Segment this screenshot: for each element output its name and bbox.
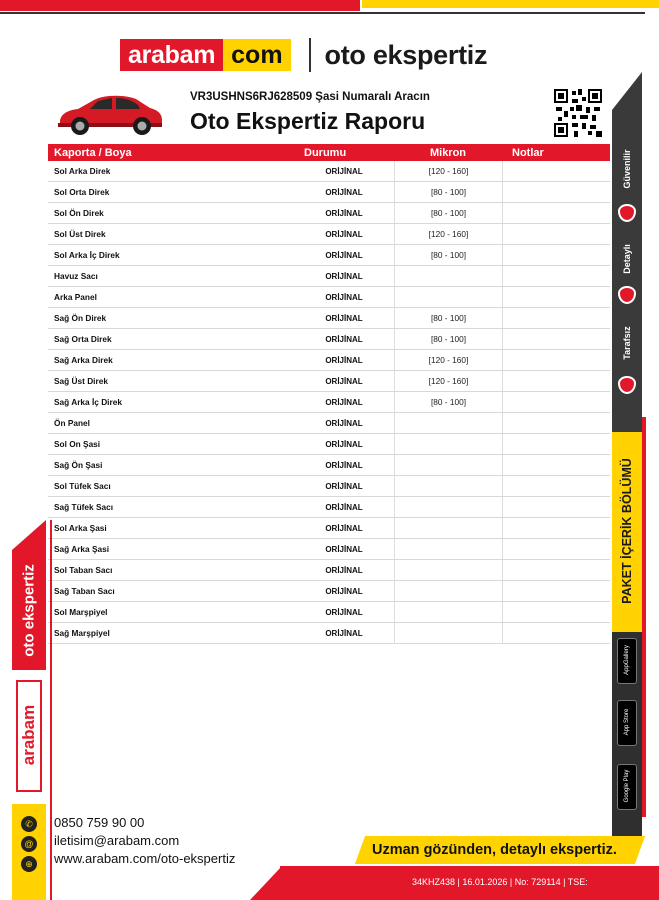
status-cell: ORİJİNAL	[325, 586, 363, 596]
appgallery-badge[interactable]	[617, 638, 637, 684]
left-sidebar-wedge	[12, 520, 46, 550]
right-sidebar	[612, 72, 659, 840]
micron-cell: [120 - 160]	[394, 161, 502, 181]
status-cell: ORİJİNAL	[325, 229, 363, 239]
contact-web[interactable]: www.arabam.com/oto-ekspertiz	[54, 851, 236, 866]
table-row	[48, 392, 610, 413]
part-cell: Sağ Taban Sacı	[54, 586, 115, 596]
web-icon: ⊕	[21, 856, 37, 872]
status-cell: ORİJİNAL	[325, 334, 363, 344]
notes-cell	[502, 539, 610, 559]
micron-cell: [120 - 160]	[394, 224, 502, 244]
notes-cell	[502, 602, 610, 622]
notes-cell	[502, 560, 610, 580]
part-cell: Sol Ön Direk	[54, 208, 104, 218]
page-title: Oto Ekspertiz Raporu	[190, 108, 426, 134]
label-detayli: Detaylı	[622, 244, 632, 274]
part-cell: Sol Marşpiyel	[54, 607, 108, 617]
micron-cell: [80 - 100]	[394, 182, 502, 202]
micron-cell	[394, 434, 502, 454]
top-divider	[0, 12, 645, 14]
status-cell: ORİJİNAL	[325, 481, 363, 491]
table-row	[48, 413, 610, 434]
part-cell: Sağ Arka Direk	[54, 355, 113, 365]
table-row	[48, 266, 610, 287]
status-cell: ORİJİNAL	[325, 187, 363, 197]
part-cell: Sol Taban Sacı	[54, 565, 113, 575]
table-row	[48, 602, 610, 623]
micron-cell: [80 - 100]	[394, 392, 502, 412]
micron-cell: [120 - 160]	[394, 350, 502, 370]
car-icon	[54, 90, 166, 136]
part-cell: Sol On Şasi	[54, 439, 101, 449]
part-cell: Sol Arka İç Direk	[54, 250, 120, 260]
table-row	[48, 182, 610, 203]
brand-logo	[120, 38, 487, 72]
table-row	[48, 623, 610, 644]
footer-info: 34KHZ438 | 16.01.2026 | No: 729114 | TSE:	[412, 877, 588, 887]
table-row	[48, 581, 610, 602]
notes-cell	[502, 371, 610, 391]
notes-cell	[502, 308, 610, 328]
status-cell: ORİJİNAL	[325, 502, 363, 512]
appgallery-label: AppGallery	[624, 645, 630, 675]
status-cell: ORİJİNAL	[325, 355, 363, 365]
email-icon: @	[21, 836, 37, 852]
notes-cell	[502, 413, 610, 433]
table-header	[48, 144, 610, 161]
app-store-label: App Store	[624, 708, 630, 736]
part-cell: Sağ Arka İç Direk	[54, 397, 122, 407]
label-guvenilir: Güvenilir	[622, 149, 632, 189]
status-cell: ORİJİNAL	[325, 397, 363, 407]
status-cell: ORİJİNAL	[325, 208, 363, 218]
left-red-line	[50, 520, 52, 900]
right-sidebar-wedge	[612, 72, 642, 110]
notes-cell	[502, 203, 610, 223]
status-cell: ORİJİNAL	[325, 439, 363, 449]
status-cell: ORİJİNAL	[325, 544, 363, 554]
status-cell: ORİJİNAL	[325, 460, 363, 470]
part-cell: Sağ Tüfek Sacı	[54, 502, 114, 512]
micron-cell	[394, 497, 502, 517]
table-row	[48, 161, 610, 182]
footer-wedge	[250, 866, 282, 900]
google-play-label: Google Play	[624, 769, 630, 803]
part-cell: Sol Orta Direk	[54, 187, 110, 197]
logo-com-text: com	[223, 39, 290, 71]
part-cell: Sol Tüfek Sacı	[54, 481, 111, 491]
table-row	[48, 560, 610, 581]
micron-cell: [80 - 100]	[394, 308, 502, 328]
part-cell: Sol Üst Direk	[54, 229, 106, 239]
header-notes: Notlar	[512, 146, 544, 159]
micron-cell	[394, 476, 502, 496]
status-cell: ORİJİNAL	[325, 166, 363, 176]
micron-cell	[394, 413, 502, 433]
status-cell: ORİJİNAL	[325, 271, 363, 281]
slogan-text: Uzman gözünden, detaylı ekspertiz.	[372, 842, 617, 858]
status-cell: ORİJİNAL	[325, 250, 363, 260]
micron-cell	[394, 455, 502, 475]
table-row	[48, 203, 610, 224]
part-cell: Sol Arka Direk	[54, 166, 111, 176]
micron-cell	[394, 560, 502, 580]
top-red-bar	[0, 0, 360, 11]
status-cell: ORİJİNAL	[325, 565, 363, 575]
notes-cell	[502, 623, 610, 643]
part-cell: Arka Panel	[54, 292, 97, 302]
micron-cell: [80 - 100]	[394, 245, 502, 265]
notes-cell	[502, 161, 610, 181]
table-row	[48, 497, 610, 518]
logo-arabam-text: arabam	[120, 39, 223, 71]
status-cell: ORİJİNAL	[325, 628, 363, 638]
part-cell: Sağ Üst Direk	[54, 376, 108, 386]
notes-cell	[502, 581, 610, 601]
table-body	[48, 161, 610, 644]
table-row	[48, 434, 610, 455]
notes-cell	[502, 392, 610, 412]
table-row	[48, 539, 610, 560]
phone-icon: ✆	[21, 816, 37, 832]
table-row	[48, 287, 610, 308]
part-cell: Ön Panel	[54, 418, 90, 428]
label-tarafsiz: Tarafsız	[622, 326, 632, 360]
notes-cell	[502, 329, 610, 349]
notes-cell	[502, 266, 610, 286]
header-micron: Mikron	[429, 146, 467, 159]
part-cell: Havuz Sacı	[54, 271, 98, 281]
logo-separator	[309, 38, 311, 72]
header-part: Kaporta / Boya	[54, 146, 132, 159]
micron-cell: [120 - 160]	[394, 371, 502, 391]
arabam-logo	[120, 39, 291, 71]
top-yellow-bar	[362, 0, 659, 8]
notes-cell	[502, 182, 610, 202]
status-cell: ORİJİNAL	[325, 523, 363, 533]
part-cell: Sağ Arka Şasi	[54, 544, 110, 554]
status-cell: ORİJİNAL	[325, 292, 363, 302]
table-row	[48, 350, 610, 371]
table-row	[48, 224, 610, 245]
micron-cell	[394, 518, 502, 538]
part-cell: Sağ Marşpiyel	[54, 628, 110, 638]
header-status: Durumu	[304, 146, 347, 159]
table-row	[48, 329, 610, 350]
bodywork-table	[48, 144, 610, 644]
contact-email[interactable]: iletisim@arabam.com	[54, 833, 180, 848]
notes-cell	[502, 497, 610, 517]
notes-cell	[502, 287, 610, 307]
status-cell: ORİJİNAL	[325, 376, 363, 386]
table-row	[48, 308, 610, 329]
status-cell: ORİJİNAL	[325, 313, 363, 323]
part-cell: Sağ Ön Direk	[54, 313, 107, 323]
table-row	[48, 371, 610, 392]
package-label: PAKET İÇERİK BÖLÜMÜ	[620, 458, 634, 604]
table-row	[48, 476, 610, 497]
status-cell: ORİJİNAL	[325, 607, 363, 617]
micron-cell	[394, 287, 502, 307]
part-cell: Sağ Orta Direk	[54, 334, 112, 344]
micron-cell: [80 - 100]	[394, 329, 502, 349]
package-accent	[642, 417, 646, 817]
app-store-badge[interactable]	[617, 700, 637, 746]
part-cell: Sağ Ön Şasi	[54, 460, 103, 470]
notes-cell	[502, 224, 610, 244]
google-play-badge[interactable]	[617, 764, 637, 810]
table-row	[48, 455, 610, 476]
notes-cell	[502, 518, 610, 538]
vin-line: VR3USHNS6RJ628509 Şasi Numaralı Aracın	[190, 91, 430, 103]
contact-phone[interactable]: 0850 759 90 00	[54, 815, 145, 830]
micron-cell	[394, 266, 502, 286]
left-arabam-text: arabam	[19, 704, 38, 766]
notes-cell	[502, 245, 610, 265]
part-cell: Sol Arka Şasi	[54, 523, 107, 533]
status-cell: ORİJİNAL	[325, 418, 363, 428]
table-row	[48, 518, 610, 539]
micron-cell	[394, 539, 502, 559]
table-row	[48, 245, 610, 266]
micron-cell: [80 - 100]	[394, 203, 502, 223]
micron-cell	[394, 581, 502, 601]
notes-cell	[502, 350, 610, 370]
qr-code-icon[interactable]	[554, 89, 602, 137]
logo-oto-ekspertiz: oto ekspertiz	[324, 39, 488, 70]
notes-cell	[502, 434, 610, 454]
micron-cell	[394, 602, 502, 622]
left-oto-ekspertiz: oto ekspertiz	[20, 564, 38, 657]
left-sidebar	[12, 520, 46, 900]
micron-cell	[394, 623, 502, 643]
notes-cell	[502, 476, 610, 496]
notes-cell	[502, 455, 610, 475]
